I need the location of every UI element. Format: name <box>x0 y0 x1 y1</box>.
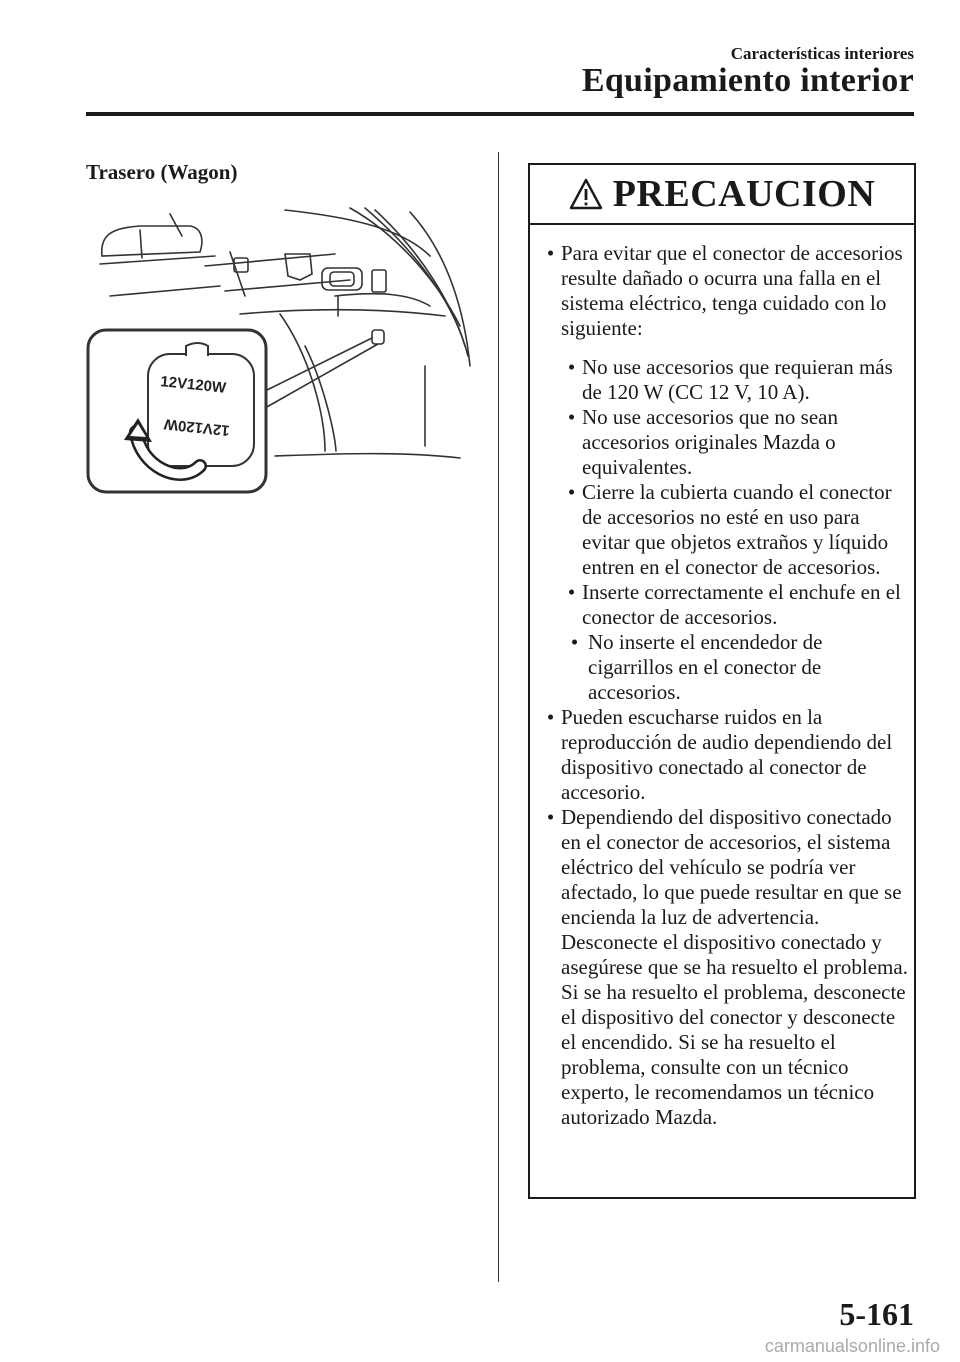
caution-item-text: Dependiendo del dispositivo conectado en el conector de accesorios, el sistema eléctrico del vehículo se podría ver afectado, lo que puede resultar en que se encienda la luz de advertencia. Desconecte el dispositivo conectado y asegúrese que se ha resuelto el problema. Si se ha resuelto el problema, desconecte el dispositivo del conector y desconecte el encendido. Si se ha resuelto el problema, consulte con un técnico experto, le recomendamos un técnico autorizado Mazda. <box>561 805 908 1129</box>
socket-label-top: 12V120W <box>159 373 227 397</box>
caution-header <box>530 165 914 225</box>
accessory-socket-illustration <box>80 196 480 500</box>
section-label: Características interiores <box>730 44 914 63</box>
caution-subitem: • No inserte el encendedor de cigarrillos en el conector de accesorios. <box>570 630 823 704</box>
caution-item: • Para evitar que el conector de accesorios resulte dañado o ocurra una falla en el sistema eléctrico, tenga cuidado con lo siguiente: <box>540 241 908 341</box>
column-divider <box>498 152 499 1282</box>
page-title: Equipamiento interior <box>581 62 914 99</box>
caution-item: • Pueden escucharse ruidos en la reproducción de audio dependiendo del dispositivo conectado al conector de accesorio. <box>540 705 908 805</box>
caution-item-text: Pueden escucharse ruidos en la reproducción de audio dependiendo del dispositivo conectado al conector de accesorio. <box>561 705 893 804</box>
caution-box <box>528 163 916 1199</box>
caution-title: PRECAUCION <box>612 173 876 215</box>
watermark-url: carmanualsonline.info <box>764 1336 940 1356</box>
caution-item: • Dependiendo del dispositivo conectado en el conector de accesorios, el sistema eléctrico del vehículo se podría ver afectado, lo que puede resultar en que se encienda la luz de advertencia. Desconecte el dispositivo conectado y asegúrese que se ha resuelto el problema. Si se ha resuelto el problema, desconecte el dispositivo del conector y desconecte el encendido. Si se ha resuelto el problema, consulte con un técnico experto, le recomendamos un técnico autorizado Mazda. <box>546 805 908 1129</box>
caution-body <box>530 225 914 1130</box>
header-rule <box>86 112 914 116</box>
subsection-title: Trasero (Wagon) <box>86 160 238 184</box>
caution-subitem: • No use accesorios que requieran más de 120 W (CC 12 V, 10 A). <box>567 355 893 404</box>
caution-item-text: Para evitar que el conector de accesorios resulte dañado o ocurra una falla en el sistema eléctrico, tenga cuidado con lo siguiente: <box>561 241 903 340</box>
caution-subitem: • No use accesorios que no sean accesorios originales Mazda o equivalentes. <box>567 405 838 479</box>
caution-subitem: • Cierre la cubierta cuando el conector de accesorios no esté en uso para evitar que objetos extraños y líquido entren en el conector de accesorios. <box>567 480 892 579</box>
page-number: 5-161 <box>839 1296 914 1332</box>
socket-label-bottom: 12V120W <box>163 415 231 439</box>
warning-triangle-icon <box>569 178 603 210</box>
caution-sublist <box>540 355 908 705</box>
caution-subitem: • Inserte correctamente el enchufe en el conector de accesorios. <box>567 580 901 629</box>
